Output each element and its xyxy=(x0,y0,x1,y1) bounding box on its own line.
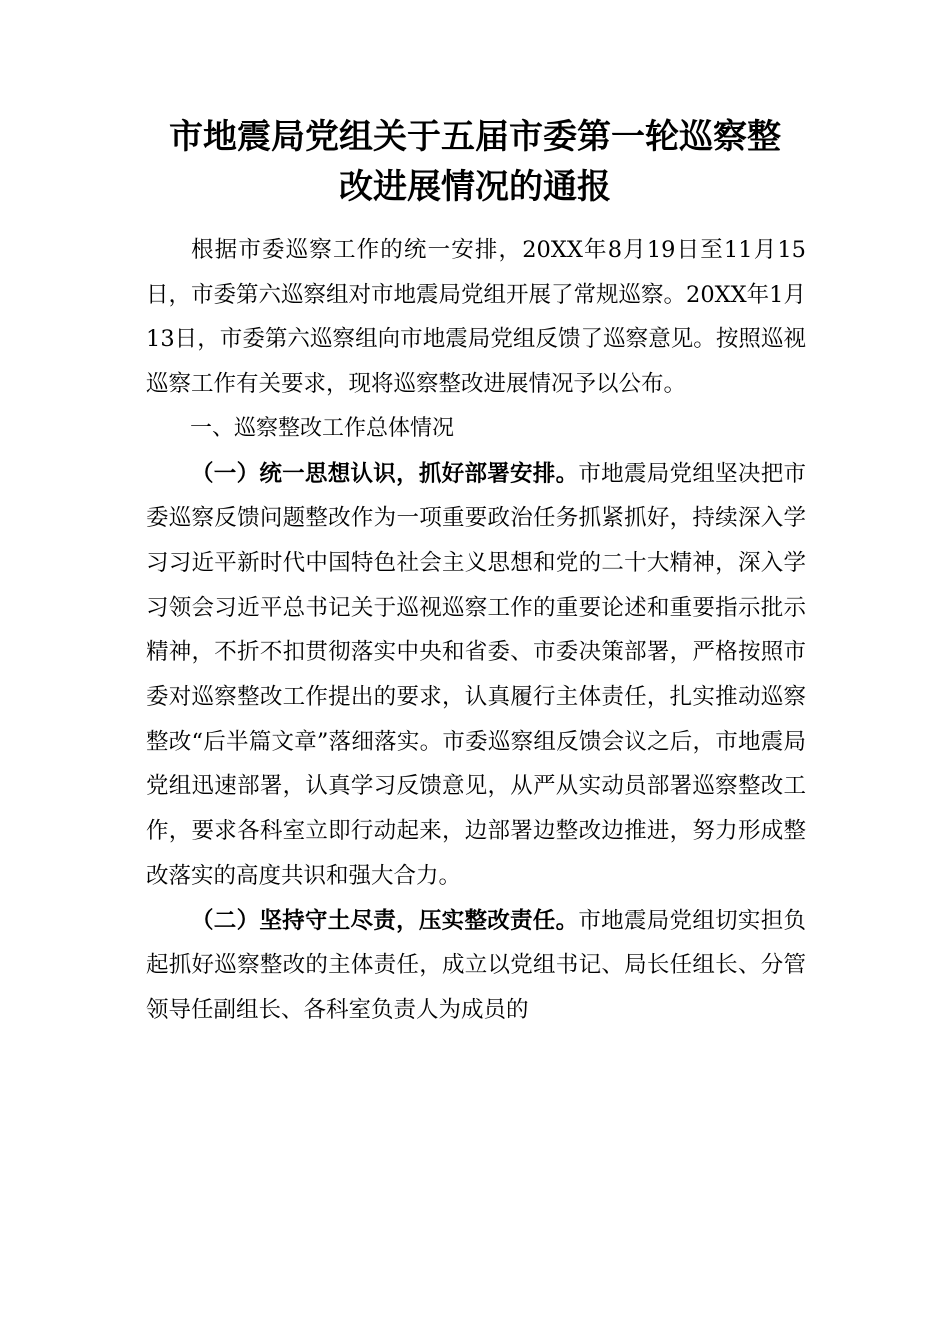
paragraph-1-heading: （一）统一思想认识，抓好部署安排。 xyxy=(191,460,579,487)
intro-paragraph: 根据市委巡察工作的统一安排，20XX年8月19日至11月15日，市委第六巡察组对市地震局党组开展了常规巡察。20XX年1月13日，市委第六巡察组向市地震局党组反馈了巡察意见。按照巡视巡察工作有关要求，现将巡察整改进展情况予以公布。 xyxy=(146,237,806,398)
title-line-2: 改进展情况的通报 xyxy=(339,167,611,207)
section-heading-1: 一、巡察整改工作总体情况 xyxy=(190,415,455,441)
paragraph-2-heading: （二）坚持守土尽责，压实整改责任。 xyxy=(191,907,579,934)
paragraph-1-text: 市地震局党组坚决把市委巡察反馈问题整改作为一项重要政治任务抓紧抓好，持续深入学习习近平新时代中国特色社会主义思想和党的二十大精神，深入学习领会习近平总书记关于巡视巡察工作的重要论述和重要指示批示精神，不折不扣贯彻落实中央和省委、市委决策部署，严格按照市委对巡察整改工作提出的要求，认真履行主体责任，扎实推动巡察整改“后半篇文章”落细落实。市委巡察组反馈会议之后，市地震局党组迅速部署，认真学习反馈意见，从严从实动员部署巡察整改工作，要求各科室立即行动起来，边部署边整改边推进，努力形成整改落实的高度共识和强大合力。 xyxy=(146,460,806,889)
title-line-1: 市地震局党组关于五届市委第一轮巡察整 xyxy=(169,117,781,157)
document-body xyxy=(146,228,806,1033)
paragraph-2 xyxy=(146,899,806,1033)
paragraph-2-text: 市地震局党组切实担负起抓好巡察整改的主体责任，成立以党组书记、局长任组长、分管领导任副组长、各科室负责人为成员的 xyxy=(146,907,806,1023)
document-title xyxy=(120,112,830,212)
paragraph-1 xyxy=(146,452,806,899)
